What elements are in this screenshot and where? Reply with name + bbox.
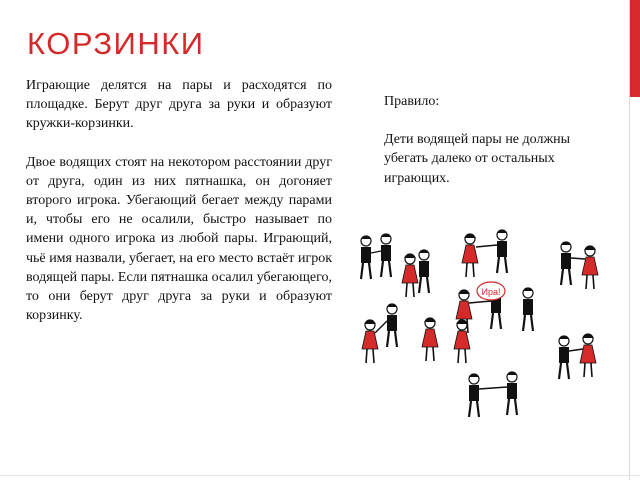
pair-9 (469, 372, 517, 417)
children-playing-illustration (352, 225, 612, 450)
paragraph-leaders: Двое водящих стоят на некотором расстоянии друг от друга, один из них пятнашка, он догоняет второго игрока. Убегающий бегает между парами и, чтобы его не осалили, быстро называет по имени одного игрока из любой пары. Играющий, чьё имя назвали, убегает, на его место встаёт игрок водящей пары. Если пятнашка осалил убегающего, то они берут друг друга за руки и образуют корзинку. (26, 154, 332, 324)
pair-1 (361, 234, 391, 279)
pair-3 (462, 230, 507, 277)
speech-bubble (477, 282, 505, 300)
speech-bubble-text: Ирa! (481, 287, 501, 297)
paragraph-pairs: Играющие делятся на пары и расходятся по площадке. Берут друг друга за руки и образуют кружки-корзинки. (26, 78, 332, 132)
game-description (26, 76, 332, 344)
rule-text: Дети водящей пары не должны убегать далеко от остальных играющих. (384, 132, 571, 186)
pair-8 (559, 334, 596, 379)
pair-6 (362, 304, 397, 363)
slide-title: КОРЗИНКИ (27, 26, 205, 61)
pair-7 (422, 318, 470, 363)
right-edge-accent (630, 0, 640, 97)
rule-heading: Правило: (384, 94, 440, 109)
bottom-divider (0, 475, 640, 476)
rule-block (384, 92, 589, 207)
pair-2 (402, 250, 429, 297)
pair-4 (561, 242, 598, 289)
